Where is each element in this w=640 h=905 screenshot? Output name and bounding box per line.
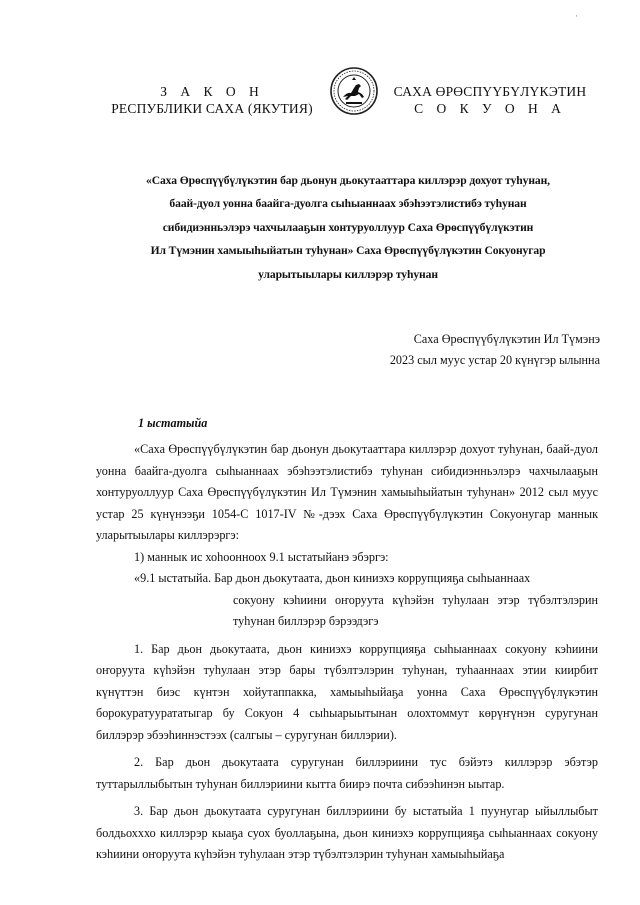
title-line: баай-дуол уонна баайга-дуолга сыһыаннаах эбэһээтэлистибэ туһунан (169, 197, 527, 211)
document-title (96, 169, 600, 286)
header-right (382, 83, 598, 117)
adopting-body: Саха Өрөспүүбүлүкэтин Ил Түмэнэ (413, 332, 600, 346)
paragraph: «Саха Өрөспүүбүлүкэтин бар дьонун дьокутааттара киллэрэр дохуот туһунан, баай-дуол уонна баайга-дуолга сыһыаннаах эбэһээтэлистибэ туһунан сибидиэнньэлэрэ чахчылааҕын хонтуруоллуур Саха Өрөспүүбүлүкэтин Ил Түмэнин хамыыһыйатын туһунан» 2012 сыл муус устар 25 күнүнээҕи 1054-С 1017-IV №-дээх Саха Өрөспүүбүлүкэтин Сокуонугар маннык уларытыылары киллэрэргэ: (96, 442, 598, 542)
corner-mark: · (575, 11, 578, 21)
header-republic-name-sakha: САХА ӨРӨСПҮҮБҮЛҮКЭТИН (393, 84, 587, 99)
paragraph: 1) маннык ис хоһоонноох 9.1 ыстатыйанэ эбэргэ: (134, 549, 389, 564)
paragraph: 3. Бар дьон дьокутаата суругунан биллэриини бу ыстатыйа 1 пуунугар ыйыллыбыт болдьохххо киллэрэр кыаҕа суох буоллаҕына, дьон киниэхэ коррупцияҕа сыһыаннаах сокуону кэһиини оҥоруута күһэйэн туһулаан этэр түбэлтэлэрин туһунан хамыыһыйаҕа (96, 804, 598, 861)
paragraph: 1. Бар дьон дьокутаата, дьон киниэхэ коррупцияҕа сыһыаннаах сокуону кэһиини оҥоруута күһэйэн туһулаан этэр бары түбэлтэлэрин туһунан, туһааннаах этии киирбит күнүттэн биэс күнтэн хойутаппакка, хамыыһыйаҕа уонна Саха Өрөспүүбүлүкэтин борокуратуурататыгар бу Сокуон 4 сыһыарыытынан олохтоммут көрүҥүнэн суругунан биллэрэр эбээһиннэстээх (салгыы – суругунан биллэрии). (96, 641, 598, 742)
title-line: «Саха Өрөспүүбүлүкэтин бар дьонун дьокутааттара киллэрэр дохуот туһунан, (146, 174, 550, 187)
paragraph: «9.1 ыстатыйа. Бар дьон дьокутаата, дьон киниэхэ коррупцияҕа сыһыаннаах (134, 571, 531, 585)
article-heading: 1 ыстатыйа (138, 416, 208, 430)
title-line: уларытыылары киллэрэр туһунан (258, 267, 438, 281)
header-law-label-sakha: С О К У О Н А (414, 101, 566, 116)
adoption-info (390, 329, 600, 371)
header-left (96, 83, 328, 117)
paragraph-continuation: сокуону кэһиини оҥоруута күһэйэн туһулаан этэр түбэлтэлэрин туһунан биллэрэр бэрээдэгэ (233, 592, 598, 628)
title-line: сибидиэнньэлэрэ чахчылааҕын хонтуруоллуур Саха Өрөспүүбүлүкэтин (162, 220, 534, 234)
header-law-label: З А К О Н (160, 84, 264, 99)
paragraph: 2. Бар дьон дьокутаата суругунан биллэриини тус бэйэтэ киллэрэр эбэтэр туттарыллыбытын туһунан биллэриини кытта биирэ почта сибээһинэн ыытар. (96, 755, 598, 791)
article-body (96, 439, 598, 866)
title-line: Ил Түмэнин хамыыһыйатын туһунан» Саха Өрөспүүбүлүкэтин Сокуонугар (150, 244, 546, 258)
coat-of-arms-icon (329, 66, 379, 116)
adoption-date: 2023 сыл муус устар 20 күнүгэр ылынна (389, 353, 600, 367)
header-republic-name: РЕСПУБЛИКИ САХА (ЯКУТИЯ) (111, 101, 313, 116)
